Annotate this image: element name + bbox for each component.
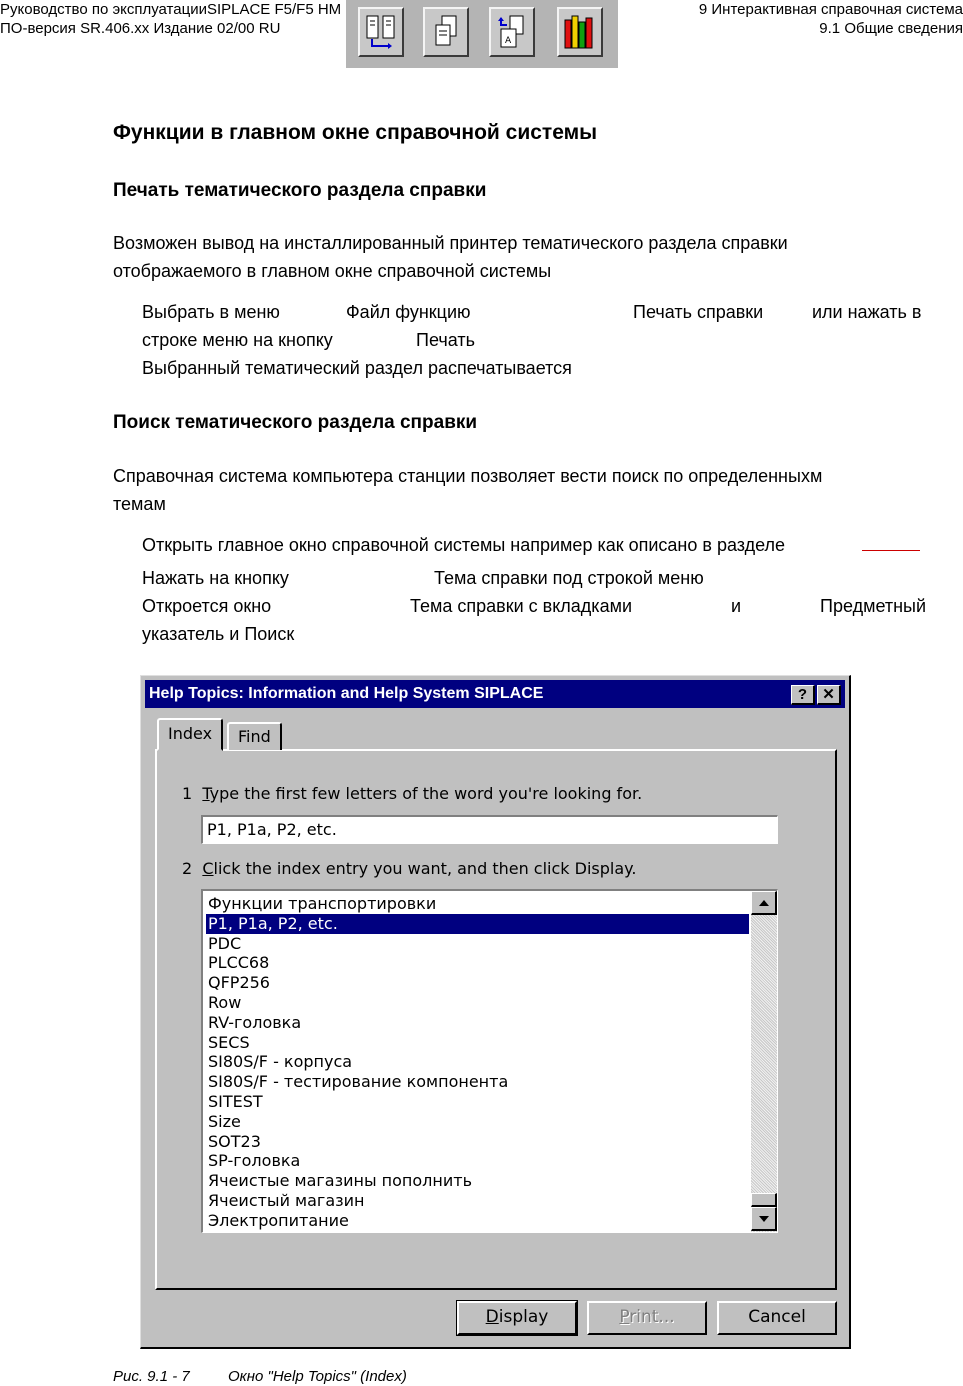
header-section: 9.1 Общие сведения (819, 20, 963, 37)
print-step2-text: Выбранный тематический раздел распечатывается (142, 358, 572, 378)
arrow-up-icon (759, 900, 769, 906)
dialog-title: Help Topics: Information and Help System SIPLACE (149, 685, 544, 702)
cross-reference-link[interactable] (862, 550, 920, 551)
search-step3-window: Тема справки с вкладками (410, 596, 633, 616)
tab-index[interactable]: Index (157, 718, 223, 751)
search-step3-text: Откроется окно (142, 596, 272, 616)
page-flow-icon (364, 13, 398, 51)
search-section-heading: Поиск тематического раздела справки (113, 412, 478, 433)
cancel-button[interactable]: Cancel (717, 1301, 837, 1335)
scroll-thumb[interactable] (751, 1193, 777, 1207)
list-item[interactable]: SOT23 (208, 1131, 261, 1151)
scroll-up-button[interactable] (751, 891, 777, 915)
page-flow-button[interactable] (358, 7, 404, 57)
search-step3-tab1: Предметный (820, 596, 927, 616)
list-item[interactable]: SI80S/F - корпуса (208, 1052, 353, 1072)
main-heading: Функции в главном окне справочной системы (113, 121, 598, 144)
print-button[interactable]: Print... (587, 1301, 707, 1335)
search-para-line2: темам (113, 494, 166, 514)
list-item[interactable]: Size (208, 1111, 241, 1131)
list-item[interactable]: RV-головка (208, 1012, 302, 1032)
list-item[interactable]: Ячеистые магазины пополнить (208, 1171, 472, 1191)
list-item[interactable]: SECS (208, 1032, 250, 1052)
step1-label: 1 Type the first few letters of the word you're looking for. (182, 784, 643, 803)
header-chapter: 9 Интерактивная справочная система (698, 1, 963, 18)
search-step1-text: Открыть главное окно справочной системы например как описано в разделе (142, 535, 786, 555)
arrow-down-icon (759, 1216, 769, 1222)
search-step2-button: Тема справки под строкой меню (434, 568, 704, 588)
print-step1-or: или нажать в (812, 302, 922, 322)
list-item[interactable]: PLCC68 (208, 953, 270, 973)
search-input-value: P1, P1a, P2, etc. (207, 820, 337, 839)
dialog-titlebar (145, 680, 845, 708)
search-step3-and: и (731, 596, 742, 616)
search-para-line1: Справочная система компьютера станции позволяет вести поиск по определенныхм (113, 466, 823, 486)
list-item[interactable]: PDC (208, 933, 242, 953)
navigation-toolbar (346, 0, 618, 68)
figure-number: Рис. 9.1 - 7 (113, 1368, 190, 1385)
print-section-heading: Печать тематического раздела справки (113, 180, 487, 201)
svg-text:A: A (505, 36, 512, 46)
copy-pages-icon (429, 13, 463, 51)
help-topics-dialog (140, 675, 851, 1349)
list-item[interactable]: SP-головка (208, 1151, 301, 1171)
figure-caption: Окно "Help Topics" (Index) (228, 1368, 407, 1385)
print-step1-function: Печать справки (633, 302, 764, 322)
print-para-line2: отображаемого в главном окне справочной системы (113, 261, 552, 281)
scroll-down-button[interactable] (751, 1207, 777, 1231)
books-button[interactable] (557, 7, 603, 57)
print-step1-toolbar: строке меню на кнопку (142, 330, 333, 350)
index-list[interactable] (201, 889, 778, 1233)
print-para-line1: Возможен вывод на инсталлированный принтер тематического раздела справки (113, 233, 788, 253)
help-button[interactable]: ? (791, 685, 815, 705)
page-swap-icon (495, 13, 529, 51)
header-version: ПО-версия SR.406.xx Издание 02/00 RU (0, 20, 281, 37)
search-step2-text: Нажать на кнопку (142, 568, 289, 588)
search-input[interactable] (201, 815, 778, 844)
print-step1-menu: Файл функцию (346, 302, 471, 322)
copy-pages-button[interactable] (423, 7, 469, 57)
search-step3-tabs: указатель и Поиск (142, 624, 295, 644)
list-item[interactable]: SI80S/F - тестирование компонента (208, 1072, 509, 1092)
header-manual-title: Руководство по эксплуатацииSIPLACE F5/F5 HM (0, 1, 342, 18)
list-item[interactable]: QFP256 (208, 973, 270, 993)
list-item[interactable]: Row (208, 993, 242, 1012)
books-icon (562, 12, 598, 52)
step2-label: 2 Click the index entry you want, and then click Display. (182, 859, 637, 878)
close-button[interactable]: ✕ (817, 685, 841, 705)
list-item[interactable]: SITEST (208, 1092, 263, 1111)
print-step1-button: Печать (416, 330, 475, 350)
list-item[interactable]: P1, P1a, P2, etc. (206, 914, 749, 934)
tab-find[interactable]: Find (227, 722, 282, 750)
list-scrollbar[interactable] (751, 891, 777, 1232)
list-item[interactable]: Электропитание (208, 1210, 349, 1230)
print-step1-text: Выбрать в меню (142, 302, 280, 322)
display-button[interactable]: Display (457, 1301, 577, 1335)
page-swap-button[interactable] (489, 7, 535, 57)
list-item[interactable]: Функции транспортировки (208, 894, 437, 913)
list-item[interactable]: Ячеистый магазин (208, 1191, 365, 1210)
